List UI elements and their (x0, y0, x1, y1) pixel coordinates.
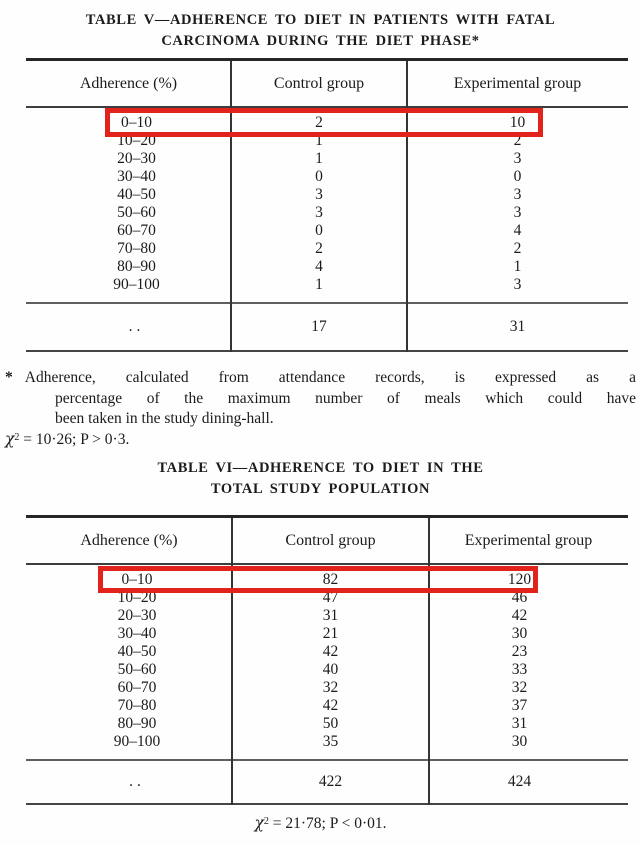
table-row (26, 697, 628, 715)
experimental-cell: 31 (511, 715, 528, 732)
total-label-cell: .. (128, 318, 145, 335)
footnote-line2: percentage of the maximum number of meals which could have (55, 389, 636, 407)
experimental-cell: 3 (513, 204, 522, 221)
adherence-cell: 40–50 (117, 186, 156, 203)
control-cell: 0 (315, 168, 323, 185)
table-row (26, 150, 628, 168)
control-column-header: Control group (285, 531, 376, 549)
control-cell: 47 (322, 589, 339, 606)
experimental-column-header: Experimental group (464, 531, 593, 549)
control-cell: 1 (315, 276, 323, 293)
experimental-cell: 3 (513, 276, 522, 293)
adherence-cell: 70–80 (117, 697, 157, 714)
experimental-cell: 120 (507, 571, 532, 588)
total-label-cell: .. (129, 773, 145, 790)
table5 (26, 58, 628, 352)
table-row (26, 240, 628, 258)
adherence-cell: 0–10 (121, 571, 153, 588)
adherence-cell: 90–100 (113, 733, 161, 750)
table-row (26, 276, 628, 294)
chi-exponent: 2 (14, 431, 20, 443)
control-cell: 3 (315, 204, 323, 221)
control-cell: 40 (322, 661, 339, 678)
experimental-cell: 32 (511, 679, 528, 696)
experimental-cell: 2 (513, 240, 522, 257)
table5-header-row (26, 61, 628, 108)
footnote-line3: been taken in the study dining-hall. (55, 410, 274, 427)
table6-body (26, 565, 628, 759)
adherence-cell: 30–40 (117, 168, 156, 185)
table-row (26, 733, 628, 751)
table6-title (0, 458, 641, 500)
adherence-cell: 90–100 (113, 276, 160, 293)
adherence-cell: 30–40 (117, 625, 157, 642)
chi-square-stat-table6 (0, 814, 641, 833)
adherence-cell: 60–70 (117, 679, 157, 696)
table-row (26, 186, 628, 204)
control-cell: 42 (322, 643, 339, 660)
table5-body (26, 108, 628, 302)
experimental-cell: 1 (513, 258, 522, 275)
experimental-cell: 33 (511, 661, 528, 678)
experimental-cell: 30 (511, 625, 528, 642)
stat-text: = 10·26; P > 0·3. (19, 431, 130, 448)
chi-square-stat-table5 (5, 430, 129, 449)
control-cell: 21 (322, 625, 339, 642)
adherence-column-header: Adherence (%) (80, 531, 178, 549)
table-row (26, 204, 628, 222)
experimental-column-header: Experimental group (453, 74, 582, 92)
control-cell: 1 (315, 150, 323, 167)
experimental-cell: 3 (513, 150, 522, 167)
adherence-cell: 50–60 (117, 661, 157, 678)
highlight-box-table5 (105, 108, 543, 137)
table-row (26, 661, 628, 679)
adherence-cell: 40–50 (117, 643, 157, 660)
column-divider (230, 61, 232, 352)
table6-header-row (26, 518, 628, 565)
control-cell: 31 (322, 607, 339, 624)
table-row (26, 679, 628, 697)
column-divider (406, 61, 408, 352)
adherence-cell: 20–30 (117, 150, 156, 167)
highlight-box-table6 (98, 566, 538, 593)
chi-symbol: χ (5, 430, 15, 448)
adherence-cell: 20–30 (117, 607, 157, 624)
adherence-cell: 50–60 (117, 204, 156, 221)
control-column-header: Control group (273, 74, 365, 92)
experimental-cell: 46 (511, 589, 528, 606)
control-cell: 2 (315, 240, 323, 257)
stat-text: = 21·78; P < 0·01. (268, 815, 387, 832)
table-row (26, 715, 628, 733)
adherence-cell: 10–20 (117, 132, 156, 149)
total-experimental-cell: 424 (507, 773, 532, 790)
column-divider (428, 518, 430, 805)
adherence-column-header: Adherence (%) (79, 74, 178, 92)
adherence-cell: 10–20 (117, 589, 157, 606)
control-cell: 50 (322, 715, 339, 732)
experimental-cell: 4 (513, 222, 522, 239)
control-cell: 35 (322, 733, 339, 750)
experimental-cell: 30 (511, 733, 528, 750)
table6-title-line1: TABLE VI—ADHERENCE TO DIET IN THE (157, 460, 484, 476)
table6-total-row (26, 759, 628, 805)
column-divider (231, 518, 233, 805)
table-row (26, 607, 628, 625)
experimental-cell: 3 (513, 186, 522, 203)
table-row (26, 222, 628, 240)
table-row (26, 625, 628, 643)
table5-title-line1: TABLE V—ADHERENCE TO DIET IN PATIENTS WITH FATAL (85, 12, 556, 28)
table6 (26, 515, 628, 805)
chi-symbol: χ (254, 814, 264, 832)
control-cell: 82 (322, 571, 339, 588)
control-cell: 2 (315, 114, 323, 131)
adherence-cell: 80–90 (117, 258, 156, 275)
experimental-cell: 37 (511, 697, 528, 714)
experimental-cell: 10 (509, 114, 526, 131)
control-cell: 0 (315, 222, 323, 239)
control-cell: 4 (315, 258, 323, 275)
footnote-asterisk: * (5, 369, 13, 386)
experimental-cell: 2 (513, 132, 522, 149)
footnote-text: Adherence, calculated from attendance records, is expressed as a (24, 369, 636, 386)
footnote-line1 (5, 368, 636, 389)
adherence-cell: 80–90 (117, 715, 157, 732)
chi-exponent: 2 (263, 815, 269, 827)
table-row (26, 258, 628, 276)
control-cell: 42 (322, 697, 339, 714)
control-cell: 3 (315, 186, 323, 203)
experimental-cell: 23 (511, 643, 528, 660)
control-cell: 32 (322, 679, 339, 696)
table-row (26, 168, 628, 186)
adherence-cell: 0–10 (121, 114, 152, 131)
adherence-cell: 70–80 (117, 240, 156, 257)
experimental-cell: 0 (513, 168, 522, 185)
table5-total-row (26, 302, 628, 352)
table5-title (0, 10, 641, 52)
control-cell: 1 (315, 132, 323, 149)
experimental-cell: 42 (511, 607, 528, 624)
table5-title-line2: CARCINOMA DURING THE DIET PHASE* (161, 33, 480, 49)
total-experimental-cell: 31 (509, 318, 526, 335)
table-row (26, 643, 628, 661)
adherence-cell: 60–70 (117, 222, 156, 239)
total-control-cell: 422 (318, 773, 343, 790)
footnote (5, 368, 636, 430)
total-control-cell: 17 (311, 318, 327, 335)
table6-title-line2: TOTAL STUDY POPULATION (210, 481, 431, 497)
